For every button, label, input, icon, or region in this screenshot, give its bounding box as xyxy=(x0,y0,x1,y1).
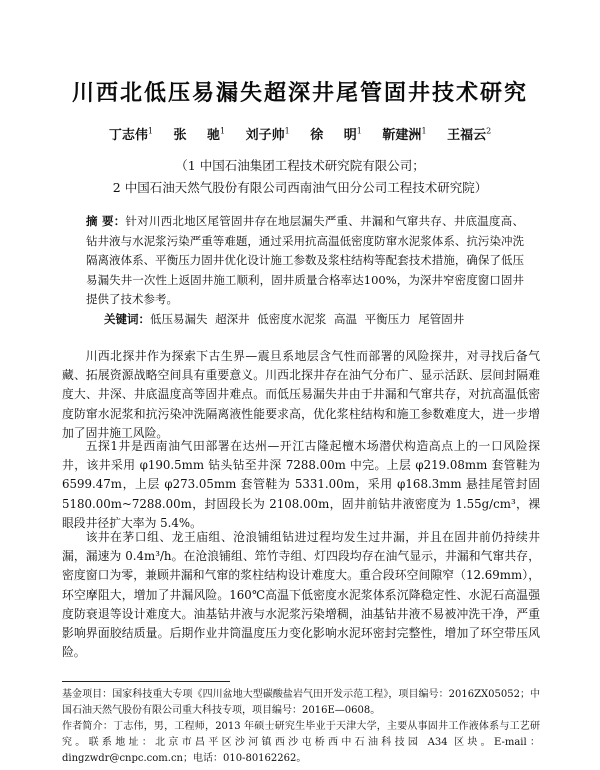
keywords-text: 低压易漏失 超深井 低密度水泥浆 高温 平衡压力 尾管固井 xyxy=(150,312,465,326)
paper-title: 川西北低压易漏失超深井尾管固井技术研究 xyxy=(71,81,528,106)
footnote-divider xyxy=(62,681,230,682)
author-list xyxy=(0,124,600,143)
body-paragraph-1: 川西北探井作为探索下古生界—震旦系地层含气性而部署的风险探井，对寻找后备气藏、拓展资源战略空间具有重要意义。川西北探井存在油气分布广、显示活跃、层间封隔难度大、井深、井底温度高等固井难点。而低压易漏失井由于井漏和气窜共存，对抗高温低密度防窜水泥浆和抗污染冲洗隔离液性能要求高，优化浆柱结构和施工参数难度大，进一步增加了固井施工风险。 xyxy=(62,349,540,440)
keywords xyxy=(104,310,524,328)
body-paragraph-3: 该井在茅口组、龙王庙组、沧浪铺组钻进过程均发生过井漏，并且在固井前仍持续井漏，漏速为 0.4m³/h。在沧浪铺组、筇竹寺组、灯四段均存在油气显示，井漏和气窜共存，密度窗口为零，兼顾井漏和气窜的浆柱结构设计难度大。重合段环空间隙窄（12.69mm），环空摩阻大，增加了井漏风险。160℃高温下低密度水泥浆体系沉降稳定性、水泥石高温强度防衰退等设计难度大。油基钻井液与水泥浆污染增稠，油基钻井液不易被冲洗干净，严重影响界面胶结质量。后期作业井筒温度压力变化影响水泥环密封完整性，增加了环空带压风险。 xyxy=(62,530,540,660)
author: 王福云$^2$ xyxy=(447,126,492,143)
author: 张 驰$^1$ xyxy=(173,126,226,143)
footnote-funding: 基金项目：国家科技重大专项《四川盆地大型碳酸盐岩气田开发示范工程》，项目编号：2016ZX05052；中国石油天然气股份有限公司重大科技专项，项目编号：2016E—0608。 xyxy=(62,689,540,716)
abstract xyxy=(86,212,524,310)
affiliation-2: 2 中国石油天然气股份有限公司西南油气田分公司工程技术研究院） xyxy=(112,180,488,195)
author: 徐 明$^1$ xyxy=(310,126,362,143)
abstract-text: 针对川西北地区尾管固井存在地层漏失严重、井漏和气窜共存、井底温度高、钻井液与水泥浆污染严重等难题，通过采用抗高温低密度防窜水泥浆体系、抗污染冲洗隔离液体系、平衡压力固井优化设计施工参数及浆柱结构等配套技术措施，确保了低压易漏失井一次性上返固井施工顺利，固井质量合格率达100%，为深井窄密度窗口固井提供了技术参考。 xyxy=(86,214,524,306)
author: 靳建洲$^1$ xyxy=(382,126,427,143)
author: 丁志伟$^1$ xyxy=(108,126,153,143)
author: 刘子帅$^1$ xyxy=(245,126,290,143)
keywords-label: 关键词： xyxy=(104,312,150,326)
footnote-author-bio: 作者简介：丁志伟，男，工程师，2013 年硕士研究生毕业于天津大学，主要从事固井工作液体系与工艺研究。联系地址：北京市昌平区沙河镇西沙屯桥西中石油科技园 A34 区块。E-mail：dingzwdr@cnpc.com.cn；电话：010-80162262。 xyxy=(62,721,540,764)
body-paragraph-2: 五探1井是西南油气田部署在达州—开江古隆起檀木场潜伏构造高点上的一口风险探井，该井采用 φ190.5mm 钻头钻至井深 7288.00m 中完。上层 φ219.08mm 套管鞋为 6599.47m，上层 φ273.05mm 套管鞋为 5331.00m，采用 φ168.3mm 悬挂尾管封固 5180.00m~7288.00m，封固段长为 2108.00m，固井前钻井液密度为 1.55g/cm³，裸眼段井径扩大率为 5.4%。 xyxy=(62,439,540,530)
abstract-label: 摘 要： xyxy=(86,214,126,228)
affiliation-1: （1 中国石油集团工程技术研究院有限公司； xyxy=(175,158,425,173)
